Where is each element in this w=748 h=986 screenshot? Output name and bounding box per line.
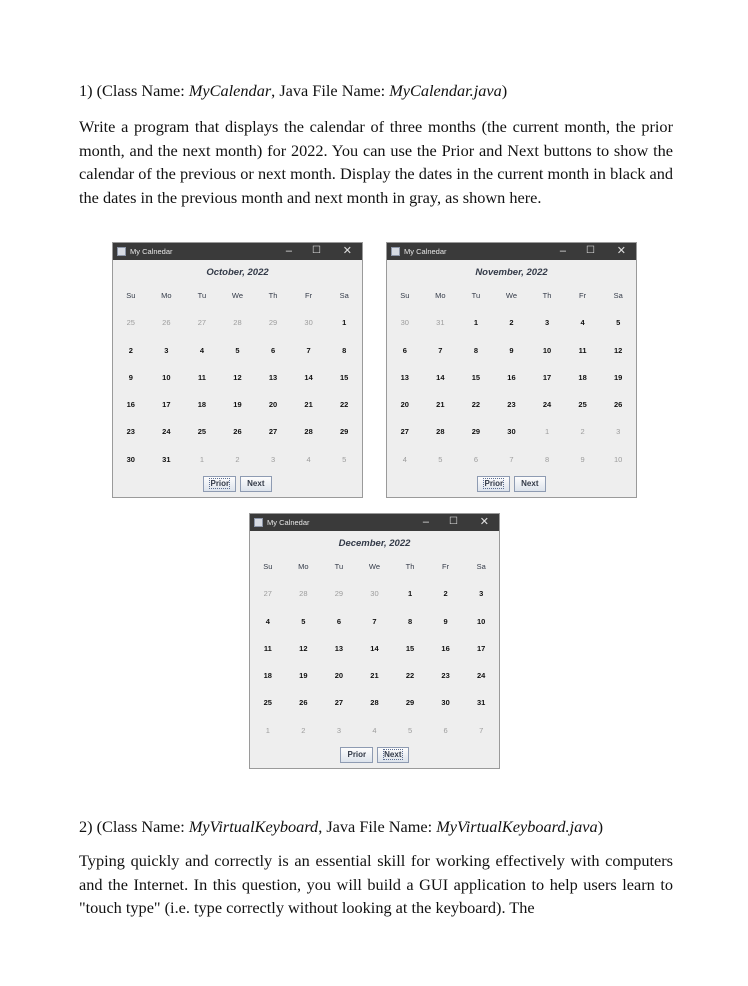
day-cell-current: 23 <box>507 400 516 410</box>
prior-button-label: Prior <box>210 479 230 488</box>
day-cell-other-month: 7 <box>509 454 514 464</box>
day-cell-current: 6 <box>270 345 276 355</box>
calendar-window-november <box>386 242 637 498</box>
week-row <box>113 368 362 395</box>
day-cell-current: 14 <box>436 372 445 382</box>
day-cell-current: 7 <box>306 345 311 355</box>
day-cell-other-month: 4 <box>402 454 407 464</box>
calendar-grid <box>250 557 499 748</box>
weekday-label: Th <box>542 291 552 300</box>
day-cell-other-month: 30 <box>370 589 379 599</box>
navigation-buttons <box>113 476 362 492</box>
day-cell-other-month: 2 <box>235 454 240 464</box>
weekday-header-row <box>250 557 499 584</box>
question-1-heading: 1) (Class Name: MyCalendar, Java File Name: MyCalendar.java) <box>79 81 508 100</box>
minimize-icon[interactable]: – <box>422 516 429 528</box>
day-cell-current: 28 <box>370 698 379 708</box>
maximize-icon[interactable]: ☐ <box>449 516 458 527</box>
day-cell-other-month: 5 <box>438 454 443 464</box>
weekday-label: Sa <box>476 562 486 571</box>
class-name: MyCalendar <box>188 81 272 100</box>
day-cell-current: 16 <box>507 372 516 382</box>
week-row <box>250 612 499 639</box>
month-label: October, 2022 <box>206 267 269 278</box>
day-cell-other-month: 29 <box>334 589 344 599</box>
navigation-buttons <box>387 476 636 492</box>
day-cell-current: 20 <box>268 400 278 410</box>
title-bar[interactable] <box>250 514 499 531</box>
day-cell-current: 21 <box>370 671 379 681</box>
day-cell-current: 27 <box>268 427 278 437</box>
day-cell-other-month: 1 <box>199 454 204 464</box>
weekday-label: Su <box>400 291 410 300</box>
day-cell-other-month: 9 <box>580 454 585 464</box>
day-cell-current: 9 <box>128 372 133 382</box>
week-row <box>113 341 362 368</box>
day-cell-current: 9 <box>509 345 514 355</box>
week-row <box>250 666 499 693</box>
close-icon[interactable]: ✕ <box>342 245 352 257</box>
weekday-label: We <box>505 291 518 300</box>
weekday-label: Fr <box>442 562 450 571</box>
day-cell-other-month: 6 <box>473 454 478 464</box>
day-cell-current: 3 <box>164 345 169 355</box>
class-name: MyVirtualKeyboard <box>188 817 319 836</box>
day-cell-other-month: 1 <box>265 725 270 735</box>
day-cell-current: 18 <box>578 372 587 382</box>
day-cell-current: 23 <box>126 427 135 437</box>
maximize-icon[interactable]: ☐ <box>586 245 595 256</box>
day-cell-current: 1 <box>407 589 413 599</box>
day-cell-current: 22 <box>339 400 349 410</box>
window-title: My Calnedar <box>404 247 447 256</box>
day-cell-other-month: 3 <box>270 454 276 464</box>
week-row <box>387 422 636 449</box>
minimize-icon[interactable]: – <box>285 245 292 257</box>
day-cell-current: 15 <box>471 372 481 382</box>
day-cell-current: 6 <box>402 345 407 355</box>
day-cell-current: 7 <box>372 616 377 626</box>
day-cell-other-month: 2 <box>301 725 306 735</box>
day-cell-current: 19 <box>233 400 242 410</box>
day-cell-current: 25 <box>263 698 272 708</box>
day-cell-current: 7 <box>438 345 443 355</box>
day-cell-current: 12 <box>233 372 242 382</box>
day-cell-current: 4 <box>199 345 204 355</box>
day-cell-current: 30 <box>126 454 135 464</box>
day-cell-current: 29 <box>471 427 481 437</box>
day-cell-current: 11 <box>263 643 272 653</box>
day-cell-current: 10 <box>542 345 552 355</box>
day-cell-current: 20 <box>334 671 344 681</box>
file-name: MyCalendar.java <box>389 81 502 100</box>
day-cell-other-month: 27 <box>263 589 272 599</box>
close-icon[interactable]: ✕ <box>479 516 489 528</box>
week-row <box>387 341 636 368</box>
day-cell-other-month: 29 <box>268 318 278 328</box>
day-cell-other-month: 31 <box>436 318 445 328</box>
day-cell-current: 19 <box>299 671 308 681</box>
day-cell-current: 17 <box>162 400 171 410</box>
prior-button-label: Prior <box>347 750 367 759</box>
day-cell-current: 11 <box>197 372 206 382</box>
day-cell-current: 5 <box>616 318 621 328</box>
window-title: My Calnedar <box>267 518 310 527</box>
day-cell-current: 28 <box>304 427 313 437</box>
day-cell-current: 6 <box>336 616 341 626</box>
week-row <box>113 422 362 449</box>
day-cell-current: 13 <box>400 372 409 382</box>
calendar-grid <box>113 286 362 477</box>
day-cell-current: 9 <box>443 616 448 626</box>
day-cell-other-month: 25 <box>126 318 135 328</box>
weekday-label: Mo <box>161 291 172 300</box>
day-cell-current: 26 <box>613 400 623 410</box>
day-cell-current: 11 <box>578 345 587 355</box>
day-cell-current: 25 <box>578 400 587 410</box>
day-cell-current: 4 <box>265 616 270 626</box>
day-cell-current: 23 <box>441 671 450 681</box>
day-cell-current: 24 <box>542 400 552 410</box>
next-button-label: Next <box>384 750 402 759</box>
day-cell-current: 10 <box>162 372 171 382</box>
weekday-label: Mo <box>298 562 309 571</box>
week-row <box>113 450 362 477</box>
question-1-text: Write a program that displays the calendar of three months (the current month, the prior month, and the next month) for 2022. You can use the Prior and Next buttons to show the calendar of the previous or next month. Display the dates in the current month in black and the dates in the previous month and next month in gray, as shown here. <box>79 117 673 207</box>
day-cell-current: 16 <box>441 643 450 653</box>
title-bar[interactable] <box>387 243 636 260</box>
java-app-icon <box>391 247 400 256</box>
day-cell-current: 30 <box>441 698 450 708</box>
week-row <box>250 584 499 611</box>
weekday-label: Su <box>263 562 273 571</box>
day-cell-current: 2 <box>509 318 514 328</box>
file-name: MyVirtualKeyboard.java <box>436 817 598 836</box>
prior-button[interactable] <box>340 747 373 763</box>
weekday-label: Tu <box>197 291 207 300</box>
month-label: November, 2022 <box>475 267 548 278</box>
navigation-buttons <box>250 747 499 763</box>
day-cell-other-month: 6 <box>443 725 448 735</box>
minimize-icon[interactable]: – <box>559 245 566 257</box>
weekday-label: Fr <box>579 291 587 300</box>
day-cell-current: 29 <box>405 698 415 708</box>
day-cell-current: 13 <box>268 372 278 382</box>
weekday-header-row <box>387 286 636 313</box>
month-label: December, 2022 <box>338 538 411 549</box>
day-cell-current: 8 <box>473 345 478 355</box>
day-cell-current: 8 <box>407 616 413 626</box>
day-cell-current: 16 <box>126 400 135 410</box>
week-row <box>113 395 362 422</box>
day-cell-other-month: 26 <box>162 318 171 328</box>
day-cell-current: 8 <box>342 345 347 355</box>
next-button[interactable] <box>240 476 271 492</box>
day-cell-current: 24 <box>476 671 486 681</box>
day-cell-current: 10 <box>476 616 486 626</box>
day-cell-current: 29 <box>339 427 349 437</box>
day-cell-current: 18 <box>197 400 207 410</box>
prior-button[interactable] <box>203 476 236 492</box>
title-bar[interactable] <box>113 243 362 260</box>
day-cell-current: 21 <box>304 400 313 410</box>
day-cell-current: 1 <box>342 318 347 328</box>
next-button-label: Next <box>521 479 539 488</box>
question-2-heading: 2) (Class Name: MyVirtualKeyboard, Java File Name: MyVirtualKeyboard.java) <box>79 817 604 836</box>
day-cell-current: 4 <box>580 318 585 328</box>
day-cell-current: 28 <box>436 427 445 437</box>
day-cell-other-month: 3 <box>616 427 621 437</box>
day-cell-current: 19 <box>613 372 623 382</box>
weekday-label: Sa <box>613 291 623 300</box>
day-cell-other-month: 28 <box>299 589 308 599</box>
day-cell-other-month: 4 <box>372 725 377 735</box>
weekday-label: Th <box>268 291 278 300</box>
day-cell-current: 17 <box>542 372 552 382</box>
maximize-icon[interactable]: ☐ <box>312 245 321 256</box>
weekday-label: Sa <box>339 291 349 300</box>
day-cell-other-month: 1 <box>544 427 550 437</box>
day-cell-current: 27 <box>400 427 409 437</box>
day-cell-other-month: 4 <box>306 454 311 464</box>
day-cell-current: 14 <box>304 372 313 382</box>
day-cell-current: 26 <box>233 427 242 437</box>
week-row <box>387 313 636 340</box>
close-icon[interactable]: ✕ <box>616 245 626 257</box>
day-cell-current: 27 <box>334 698 344 708</box>
java-app-icon <box>117 247 126 256</box>
java-app-icon <box>254 518 263 527</box>
day-cell-other-month: 10 <box>613 454 623 464</box>
day-cell-current: 25 <box>197 427 207 437</box>
day-cell-current: 14 <box>370 643 379 653</box>
week-row <box>250 639 499 666</box>
prior-button[interactable] <box>477 476 510 492</box>
day-cell-current: 3 <box>544 318 550 328</box>
weekday-label: Fr <box>305 291 313 300</box>
weekday-label: We <box>368 562 381 571</box>
weekday-label: We <box>231 291 244 300</box>
day-cell-other-month: 2 <box>580 427 585 437</box>
question-2-text: Typing quickly and correctly is an essential skill for working effectively with computers and the Internet. In this question, you will build a GUI application to help users learn to "touch type" (i.e. type correctly without looking at the keyboard). The <box>79 851 673 918</box>
weekday-label: Tu <box>334 562 344 571</box>
weekday-label: Su <box>126 291 136 300</box>
window-title: My Calnedar <box>130 247 173 256</box>
calendar-window-october <box>112 242 363 498</box>
day-cell-current: 17 <box>476 643 486 653</box>
next-button[interactable] <box>514 476 545 492</box>
week-row <box>113 313 362 340</box>
day-cell-other-month: 28 <box>233 318 242 328</box>
day-cell-current: 26 <box>299 698 308 708</box>
week-row <box>387 368 636 395</box>
day-cell-current: 12 <box>299 643 308 653</box>
day-cell-current: 21 <box>436 400 445 410</box>
day-cell-current: 1 <box>473 318 478 328</box>
day-cell-current: 15 <box>405 643 415 653</box>
day-cell-other-month: 27 <box>197 318 207 328</box>
day-cell-current: 31 <box>476 698 486 708</box>
day-cell-other-month: 30 <box>304 318 313 328</box>
day-cell-current: 24 <box>162 427 171 437</box>
day-cell-other-month: 30 <box>400 318 409 328</box>
week-row <box>250 693 499 720</box>
calendar-window-december <box>249 513 500 769</box>
next-button[interactable] <box>377 747 408 763</box>
day-cell-current: 31 <box>162 454 171 464</box>
day-cell-current: 5 <box>301 616 306 626</box>
day-cell-other-month: 5 <box>407 725 413 735</box>
week-row <box>387 450 636 477</box>
day-cell-current: 2 <box>443 589 448 599</box>
weekday-label: Mo <box>435 291 446 300</box>
day-cell-other-month: 8 <box>544 454 550 464</box>
day-cell-other-month: 3 <box>336 725 341 735</box>
day-cell-current: 2 <box>128 345 133 355</box>
weekday-header-row <box>113 286 362 313</box>
day-cell-current: 20 <box>400 400 409 410</box>
week-row <box>387 395 636 422</box>
day-cell-current: 13 <box>334 643 344 653</box>
weekday-label: Th <box>405 562 415 571</box>
day-cell-current: 12 <box>613 345 623 355</box>
day-cell-other-month: 7 <box>479 725 484 735</box>
day-cell-current: 18 <box>263 671 272 681</box>
week-row <box>250 721 499 748</box>
day-cell-other-month: 5 <box>342 454 347 464</box>
next-button-label: Next <box>247 479 265 488</box>
prior-button-label: Prior <box>484 479 504 488</box>
day-cell-current: 3 <box>479 589 484 599</box>
day-cell-current: 15 <box>339 372 349 382</box>
day-cell-current: 22 <box>405 671 415 681</box>
calendar-grid <box>387 286 636 477</box>
day-cell-current: 22 <box>471 400 481 410</box>
day-cell-current: 30 <box>507 427 516 437</box>
weekday-label: Tu <box>471 291 481 300</box>
day-cell-current: 5 <box>235 345 240 355</box>
